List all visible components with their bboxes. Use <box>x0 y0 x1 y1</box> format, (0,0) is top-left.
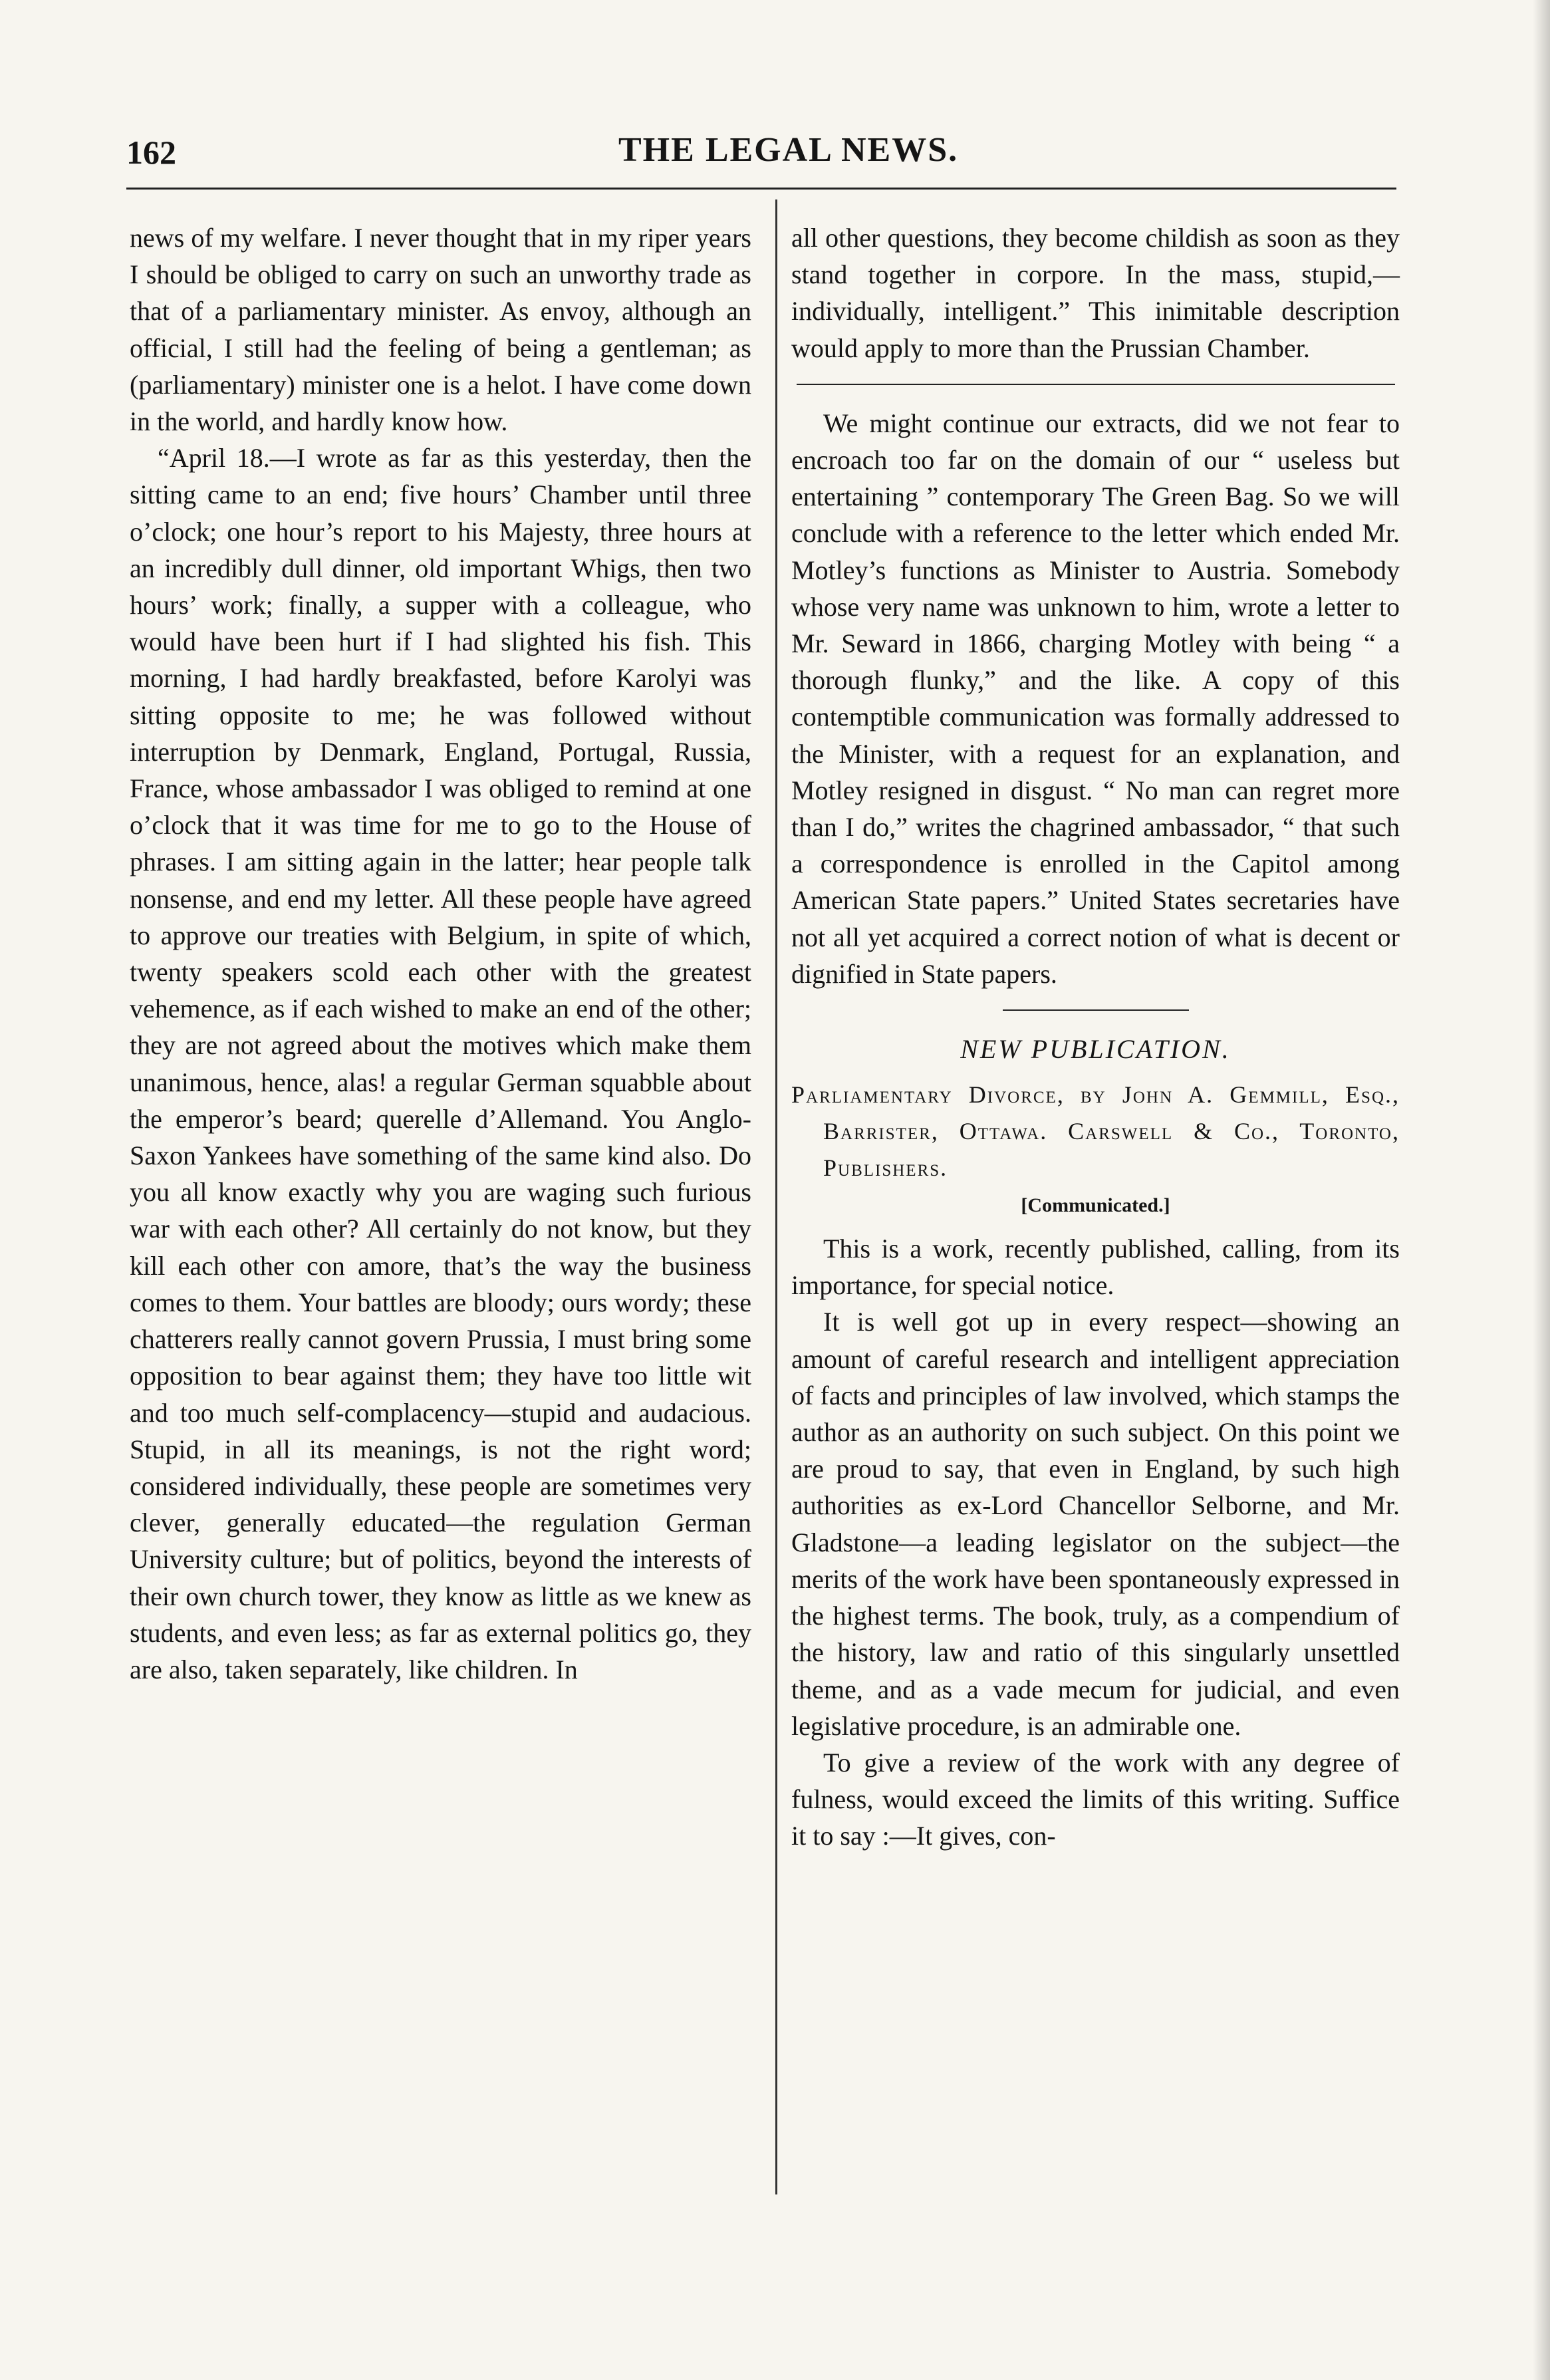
header-rule <box>126 188 1396 190</box>
right-column <box>791 219 1400 1855</box>
paragraph: “April 18.—I wrote as far as this yesterday, then the sitting came to an end; five hours’ Chamber until three o’clock; one hour’s report to his Majesty, three hours at an incredibly dull dinner, old important Whigs, then two hours’ work; finally, a supper with a colleague, who would have been hurt if I had slighted his fish. This morning, I had hardly breakfasted, before Karolyi was sitting opposite to me; he was followed without interruption by Denmark, England, Portugal, Russia, France, whose ambassador I was obliged to remind at one o’clock that it was time for me to go to the House of phrases. I am sitting again in the latter; hear people talk nonsense, and end my letter. All these people have agreed to approve our treaties with Belgium, in spite of which, twenty speakers scold each other with the greatest vehemence, as if each wished to make an end of the other; they are not agreed about the motives which make them unanimous, hence, alas! a regular German squabble about the emperor’s beard; querelle d’Allemand. You Anglo-Saxon Yankees have something of the same kind also. Do you all know exactly why you are waging such furious war with each other? All certainly do not know, but they kill each other con amore, that’s the way the business comes to them. Your battles are bloody; ours wordy; these chatterers really cannot govern Prussia, I must bring some opposition to bear against them; they have too little wit and too much self-complacency—stupid and audacious. Stupid, in all its meanings, is not the right word; considered individually, these people are sometimes very clever, generally educated—the regulation German University culture; but of politics, beyond the interests of their own church tower, they know as little as we knew as students, and even less; as far as external politics go, they are also, taken separately, like children. In <box>130 443 751 1684</box>
paragraph: news of my welfare. I never thought that in my riper years I should be obliged to carry on such an unworthy trade as that of a parliamentary minister. As envoy, although an official, I still had the feeling of being a gentleman; as (parliamentary) minister one is a helot. I have come down in the world, and hardly know how. <box>130 223 751 437</box>
running-head: THE LEGAL NEWS. <box>618 131 959 169</box>
page-number: 162 <box>126 134 176 171</box>
section-divider <box>1003 1009 1189 1011</box>
paragraph: It is well got up in every respect—showing an amount of careful research and intelligent appreciation of facts and principles of law involved, which stamps the author as an authority on such subject. On this point we are proud to say, that even in England, by such high authorities as ex-Lord Chancellor Selborne, and Mr. Gladstone—a leading legislator on the subject—the merits of the work have been spontaneously expressed in the highest terms. The book, truly, as a compendium of the history, law and ratio of this singularly unsettled theme, and as a vade mecum for judicial, and even legislative procedure, is an admirable one. <box>791 1307 1400 1741</box>
communicated-note: [Communicated.] <box>1021 1194 1170 1217</box>
publication-title: Parliamentary Divorce, by John A. Gemmill, Esq., Barrister, Ottawa. Carswell & Co., Toronto, Publishers. <box>791 1081 1400 1182</box>
paragraph: This is a work, recently published, calling, from its importance, for special notice. <box>791 1234 1400 1301</box>
paragraph: all other questions, they become childish as soon as they stand together in corpore. In the mass, stupid,—individually, intelligent.” This inimitable description would apply to more than the Prussian Chamber. <box>791 223 1400 363</box>
section-divider <box>797 384 1395 385</box>
column-rule <box>775 199 777 2194</box>
section-heading: NEW PUBLICATION. <box>960 1034 1231 1065</box>
left-column <box>130 219 751 1688</box>
paragraph: To give a review of the work with any degree of fulness, would exceed the limits of this writing. Suffice it to say :—It gives, con- <box>791 1747 1400 1851</box>
page-edge-shadow <box>1533 0 1550 2380</box>
paragraph: We might continue our extracts, did we not fear to encroach too far on the domain of our “ useless but entertaining ” contemporary The Green Bag. So we will conclude with a reference to the letter which ended Mr. Motley’s functions as Minister to Austria. Somebody whose very name was unknown to him, wrote a letter to Mr. Seward in 1866, charging Motley with being “ a thorough flunky,” and the like. A copy of this contemptible communication was formally addressed to the Minister, with a request for an explanation, and Motley resigned in disgust. “ No man can regret more than I do,” writes the chagrined ambassador, “ that such a correspondence is enrolled in the Capitol among American State papers.” United States secretaries have not all yet acquired a correct notion of what is decent or dignified in State papers. <box>791 408 1400 989</box>
